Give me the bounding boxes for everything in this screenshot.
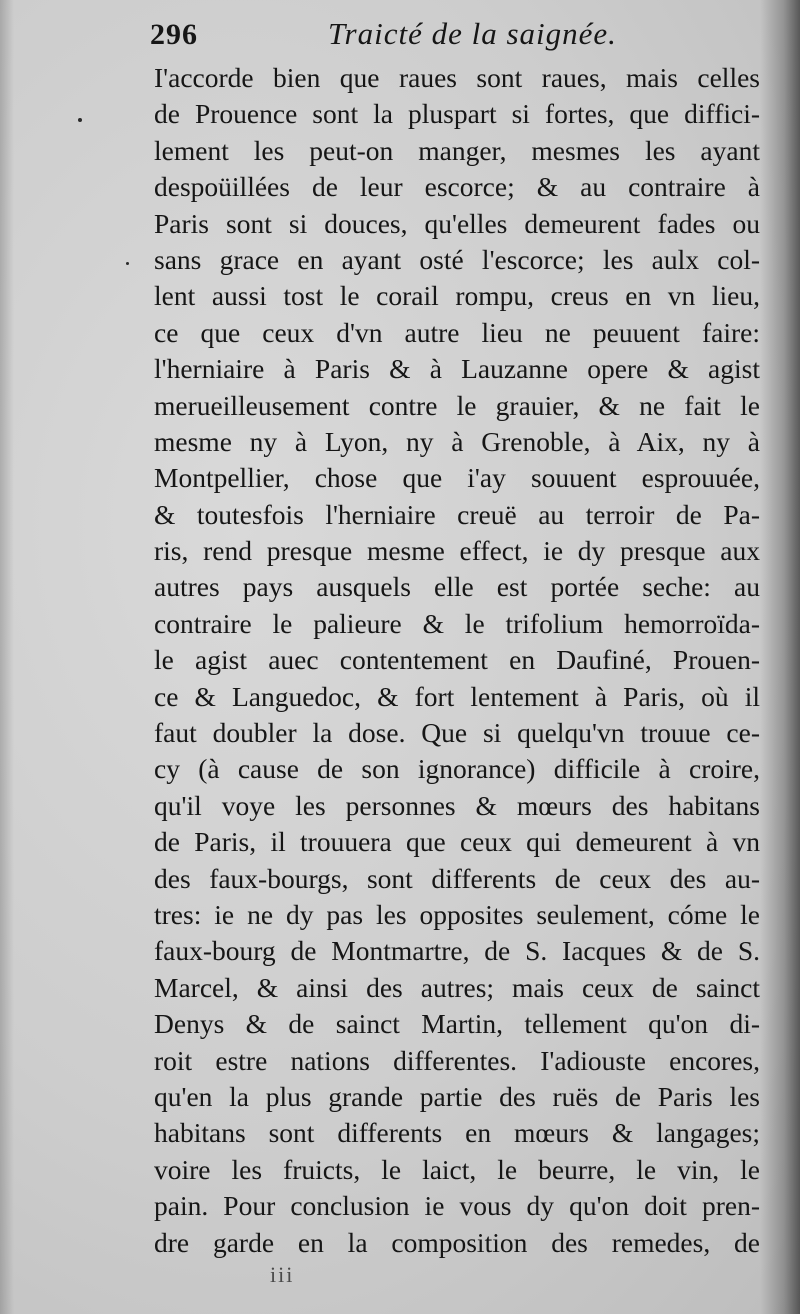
- text-line: cy (à cause de son ignorance) difficile à croire,: [154, 753, 760, 785]
- text-line: merueilleusement contre le grauier, & ne fait le: [154, 389, 760, 421]
- signature-mark: iii: [270, 1262, 295, 1287]
- text-line: qu'il voye les personnes & mœurs des habitans: [154, 789, 760, 821]
- running-header: [150, 14, 750, 58]
- text-line: tres: ie ne dy pas les opposites seulement, cóme le: [154, 898, 760, 930]
- text-line: des faux-bourgs, sont differents de ceux des au-: [154, 862, 760, 894]
- page-number: 296: [150, 18, 198, 51]
- text-line: Montpellier, chose que i'ay souuent esprouuée,: [154, 462, 760, 494]
- text-line: contraire le palieure & le trifolium hemorroïda-: [154, 607, 760, 639]
- body-text: [154, 60, 760, 1261]
- text-line: Marcel, & ainsi des autres; mais ceux de sainct: [154, 971, 760, 1003]
- text-line: de Prouence sont la pluspart si fortes, que diffici-: [154, 98, 760, 130]
- text-line: faux-bourg de Montmartre, de S. Iacques & de S.: [154, 935, 760, 967]
- text-line: ce que ceux d'vn autre lieu ne peuuent faire:: [154, 316, 760, 348]
- page-left-edge-shadow: [0, 0, 14, 1314]
- text-line: & toutesfois l'herniaire creuë au terroir de Pa-: [154, 498, 760, 530]
- text-line: autres pays ausquels elle est portée seche: au: [154, 571, 760, 603]
- page-binding-shadow: [760, 0, 800, 1314]
- text-line: le agist auec contentement en Daufiné, Prouen-: [154, 644, 760, 676]
- ink-speck: [78, 118, 82, 122]
- text-line: mesme ny à Lyon, ny à Grenoble, à Aix, ny à: [154, 425, 760, 457]
- text-line: pain. Pour conclusion ie vous dy qu'on doit pren-: [154, 1190, 760, 1222]
- text-line: dre garde en la composition des remedes, de: [154, 1226, 760, 1258]
- text-line: I'accorde bien que raues sont raues, mais celles: [154, 62, 760, 93]
- text-line: habitans sont differents en mœurs & langages;: [154, 1117, 760, 1149]
- text-line: ce & Languedoc, & fort lentement à Paris, où il: [154, 680, 760, 712]
- text-line: ris, rend presque mesme effect, ie dy presque aux: [154, 535, 760, 567]
- text-line: faut doubler la dose. Que si quelqu'vn trouue ce-: [154, 717, 760, 749]
- text-line: voire les fruicts, le laict, le beurre, le vin, le: [154, 1153, 760, 1185]
- text-line: lement les peut-on manger, mesmes les ayant: [154, 134, 760, 166]
- text-line: sans grace en ayant osté l'escorce; les aulx col-: [154, 243, 760, 275]
- text-line: Paris sont si douces, qu'elles demeurent fades ou: [154, 207, 760, 239]
- text-line: despoüillées de leur escorce; & au contraire à: [154, 171, 760, 203]
- text-line: lent aussi tost le corail rompu, creus en vn lieu,: [154, 280, 760, 312]
- text-line: l'herniaire à Paris & à Lauzanne opere & agist: [154, 353, 760, 385]
- ink-speck: [126, 262, 129, 265]
- text-line: qu'en la plus grande partie des ruës de Paris les: [154, 1080, 760, 1112]
- running-title: Traicté de la saignée.: [328, 16, 617, 51]
- text-line: Denys & de sainct Martin, tellement qu'on di-: [154, 1008, 760, 1040]
- text-line: roit estre nations differentes. I'adiouste encores,: [154, 1044, 760, 1076]
- text-line: de Paris, il trouuera que ceux qui demeurent à vn: [154, 826, 760, 858]
